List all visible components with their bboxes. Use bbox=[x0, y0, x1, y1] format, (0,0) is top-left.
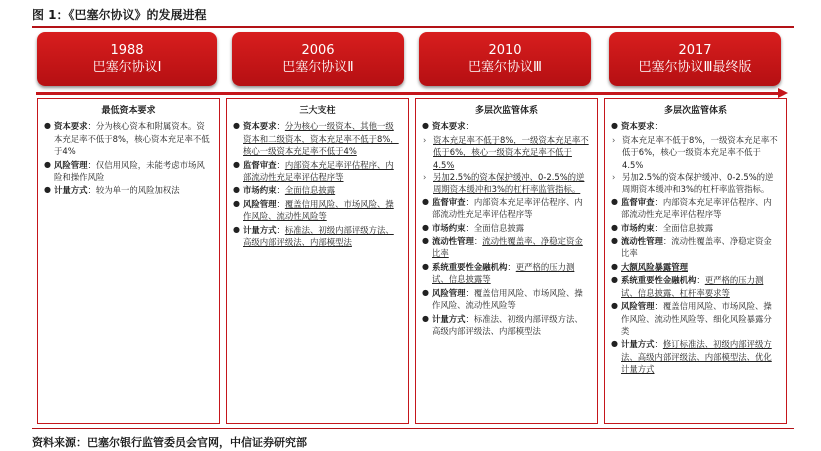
list-item: ● 系统重要性金融机构：更严格的压力测试、信息披露等 bbox=[422, 261, 575, 285]
item-text: 分为核心一级资本、其他一级资本和二级资本，资本充足率不低于8%，核心一级资本充足率不低于4% bbox=[243, 121, 399, 157]
item-text: 流动性覆盖率、净稳定资金比率 bbox=[621, 236, 772, 259]
stage-basel-3 bbox=[419, 32, 591, 86]
item-text: 更严格的压力测试、信息披露、杠杆率要求等 bbox=[621, 275, 764, 298]
sub-item-text: 资本充足率不低于8%，一级资本充足率不低于6%，核心一级资本充足率不低于4.5% bbox=[433, 134, 589, 170]
item-text: 全面信息披露 bbox=[662, 222, 714, 233]
item-label: 流动性管理 bbox=[621, 236, 663, 247]
item-text: 内部资本充足率评估程序、内部流动性充足率评估程序等 bbox=[243, 159, 394, 183]
timeline-line bbox=[36, 92, 780, 95]
item-label: 风险管理 bbox=[621, 301, 655, 312]
bullet-icon: ● bbox=[422, 287, 429, 297]
item-label: 资本要求 bbox=[621, 121, 655, 132]
list-item: ● 风险管理：覆盖信用风险、市场风险、操作风险、流动性风险等 bbox=[422, 287, 583, 311]
list-item: ● 资本要求：分为核心一级资本、其他一级资本和二级资本，资本充足率不低于8%，核心一级资本充足率不低于4% bbox=[233, 121, 399, 157]
list-item: ● 市场约束：全面信息披露 bbox=[233, 185, 336, 196]
bullet-icon: ● bbox=[44, 121, 51, 131]
item-text: 流动性覆盖率、净稳定资金比率 bbox=[432, 236, 583, 259]
item-text: 内部资本充足率评估程序、内部流动性充足率评估程序等 bbox=[621, 196, 772, 220]
list-item: ● 市场约束：全面信息披露 bbox=[422, 222, 525, 233]
sub-item-text: 资本充足率不低于8%，一级资本充足率不低于6%，核心一级资本充足率不低于4.5% bbox=[622, 134, 778, 170]
panel-title: 三大支柱 bbox=[299, 106, 336, 116]
stage-year: 2006 bbox=[301, 42, 335, 58]
sub-item-text: 另加2.5%的资本保护缓冲、0-2.5%的逆周期资本缓冲和3%的杠杆率监管指标。 bbox=[622, 172, 774, 195]
item-text: 较为单一的风险加权法 bbox=[95, 185, 180, 196]
bullet-icon: ● bbox=[611, 236, 618, 246]
item-text: 覆盖信用风险、市场风险、操作风险、流动性风险等 bbox=[432, 287, 583, 311]
bullet-icon: ● bbox=[422, 313, 429, 323]
list-item: ● 风险管理：覆盖信用风险、市场风险、操作风险、流动性风险等、细化风险暴露分类 bbox=[611, 301, 772, 336]
bottom-rule bbox=[32, 428, 794, 429]
panel-title: 多层次监管体系 bbox=[474, 106, 538, 116]
item-label: 计量方式 bbox=[621, 339, 655, 350]
item-label: 资本要求 bbox=[243, 121, 277, 132]
stage-year: 2017 bbox=[678, 42, 712, 58]
list-item: ● 计量方式：较为单一的风险加权法 bbox=[44, 185, 180, 196]
list-item: ● 流动性管理：流动性覆盖率、净稳定资金比率 bbox=[422, 236, 583, 259]
bullet-icon: ● bbox=[233, 159, 240, 169]
bullet-icon: ● bbox=[611, 261, 618, 271]
top-rule bbox=[32, 26, 794, 28]
bullet-icon: ● bbox=[422, 222, 429, 232]
sub-item bbox=[422, 134, 591, 171]
stage-name: 巴塞尔协议Ⅲ最终版 bbox=[638, 59, 752, 75]
item-text: 覆盖信用风险、市场风险、操作风险、流动性风险等、细化风险暴露分类 bbox=[621, 301, 772, 336]
list-item: ● 计量方式：标准法、初级内部评级方法、高级内部评级法、内部模型法 bbox=[422, 313, 583, 336]
bullet-icon: ● bbox=[422, 121, 429, 131]
stage-basel-2 bbox=[232, 32, 404, 86]
list-item: ● 风险管理：覆盖信用风险、市场风险、操作风险、流动性风险等 bbox=[233, 198, 394, 222]
item-label: 监督审查 bbox=[621, 196, 655, 207]
bullet-icon: ● bbox=[233, 185, 240, 195]
item-label: 市场约束 bbox=[243, 185, 277, 196]
item-label: 监督审查 bbox=[432, 196, 466, 207]
panel-title: 多层次监管体系 bbox=[663, 106, 727, 116]
item-label: 系统重要性金融机构 bbox=[432, 261, 508, 272]
item-label: 计量方式 bbox=[432, 313, 466, 324]
sub-item-text: 另加2.5%的资本保护缓冲、0-2.5%的逆周期资本缓冲和3%的杠杆率监管指标。 bbox=[433, 172, 585, 195]
item-label: 市场约束 bbox=[432, 222, 466, 233]
list-item: ● 监督审查：内部资本充足率评估程序、内部流动性充足率评估程序等 bbox=[611, 196, 772, 220]
list-item: ● 市场约束：全面信息披露 bbox=[611, 222, 714, 233]
list-item: ● 资本要求：分为核心资本和附属资本。资本充足率不低于8%，核心资本充足率不低于4% bbox=[44, 121, 210, 157]
item-text: 覆盖信用风险、市场风险、操作风险、流动性风险等 bbox=[243, 198, 394, 222]
bullet-icon: ● bbox=[611, 301, 618, 311]
list-item: ● 资本要求： bbox=[611, 121, 663, 132]
stage-year: 2010 bbox=[488, 42, 522, 58]
item-text: 修订标准法、初级内部评级方法、高级内部评级法、内部模型法、优化计量方式 bbox=[621, 339, 772, 375]
item-label: 风险管理 bbox=[432, 287, 466, 298]
bullet-icon: ● bbox=[44, 185, 51, 195]
item-text: 内部资本充足率评估程序、内部流动性充足率评估程序等 bbox=[432, 196, 583, 220]
chevron-right-icon: › bbox=[423, 172, 427, 183]
chevron-right-icon: › bbox=[612, 134, 616, 145]
list-item: ● 监督审查：内部资本充足率评估程序、内部流动性充足率评估程序等 bbox=[233, 159, 394, 183]
list-item: ● 资本要求： bbox=[422, 121, 474, 132]
item-text: 全面信息披露 bbox=[473, 222, 525, 233]
stage-name: 巴塞尔协议Ⅰ bbox=[92, 59, 162, 75]
bullet-icon: ● bbox=[422, 236, 429, 246]
bullet-icon: ● bbox=[233, 121, 240, 131]
item-label: 流动性管理 bbox=[432, 236, 474, 247]
bullet-icon: ● bbox=[44, 159, 51, 169]
list-item: ● 流动性管理：流动性覆盖率、净稳定资金比率 bbox=[611, 236, 772, 259]
bullet-icon: ● bbox=[233, 224, 240, 234]
bullet-icon: ● bbox=[611, 121, 618, 131]
panel-basel-1 bbox=[37, 98, 220, 424]
list-item: ● 风险管理：仅信用风险，未能考虑市场风险和操作风险 bbox=[44, 159, 205, 183]
sub-item bbox=[611, 134, 780, 171]
bullet-icon: ● bbox=[611, 222, 618, 232]
chevron-right-icon: › bbox=[612, 172, 616, 183]
item-text: 标准法、初级内部评级方法、高级内部评级法、内部模型法 bbox=[432, 313, 583, 336]
figure-title: 图 1：《巴塞尔协议》的发展进程 bbox=[32, 8, 207, 22]
sub-item bbox=[422, 171, 591, 196]
item-label: 计量方式 bbox=[243, 224, 277, 235]
sub-item bbox=[611, 171, 780, 196]
list-item: ● 计量方式：修订标准法、初级内部评级方法、高级内部评级法、内部模型法、优化计量方式 bbox=[611, 339, 772, 375]
item-label: 资本要求 bbox=[432, 121, 466, 132]
bullet-icon: ● bbox=[422, 196, 429, 206]
list-item bbox=[611, 261, 780, 273]
item-text: 全面信息披露 bbox=[284, 185, 336, 196]
list-item: ● 监督审查：内部资本充足率评估程序、内部流动性充足率评估程序等 bbox=[422, 196, 583, 220]
stage-basel-3-final bbox=[609, 32, 781, 86]
timeline-arrow-icon bbox=[778, 88, 788, 98]
item-label: 大额风险暴露管理 bbox=[621, 261, 688, 272]
item-text: 仅信用风险，未能考虑市场风险和操作风险 bbox=[54, 159, 205, 183]
stage-basel-1 bbox=[37, 32, 217, 86]
bullet-icon: ● bbox=[611, 196, 618, 206]
panel-basel-2 bbox=[226, 98, 409, 424]
item-label: 监督审查 bbox=[243, 159, 277, 170]
item-text: 标准法、初级内部评级方法、高级内部评级法、内部模型法 bbox=[243, 224, 394, 248]
stage-year: 1988 bbox=[110, 42, 144, 58]
item-text: 分为核心资本和附属资本。资本充足率不低于8%，核心资本充足率不低于4% bbox=[54, 121, 210, 157]
stage-name: 巴塞尔协议Ⅱ bbox=[282, 59, 354, 75]
item-label: 风险管理 bbox=[54, 159, 88, 170]
chevron-right-icon: › bbox=[423, 134, 427, 145]
bullet-icon: ● bbox=[233, 198, 240, 208]
list-item: ● 系统重要性金融机构：更严格的压力测试、信息披露、杠杆率要求等 bbox=[611, 275, 764, 298]
item-label: 资本要求 bbox=[54, 121, 88, 132]
item-text: 更严格的压力测试、信息披露等 bbox=[432, 261, 575, 285]
bullet-icon: ● bbox=[611, 339, 618, 349]
bullet-icon: ● bbox=[422, 261, 429, 271]
panel-basel-3 bbox=[415, 98, 598, 424]
item-label: 市场约束 bbox=[621, 222, 655, 233]
stage-name: 巴塞尔协议Ⅲ bbox=[468, 59, 542, 75]
item-label: 风险管理 bbox=[243, 198, 277, 209]
bullet-icon: ● bbox=[611, 275, 618, 285]
item-label: 系统重要性金融机构 bbox=[621, 275, 697, 286]
panel-basel-3-final bbox=[604, 98, 787, 424]
item-label: 计量方式 bbox=[54, 185, 88, 196]
source-note: 资料来源：巴塞尔银行监管委员会官网，中信证券研究部 bbox=[32, 436, 307, 449]
panel-title: 最低资本要求 bbox=[101, 106, 156, 116]
list-item: ● 计量方式：标准法、初级内部评级方法、高级内部评级法、内部模型法 bbox=[233, 224, 394, 248]
